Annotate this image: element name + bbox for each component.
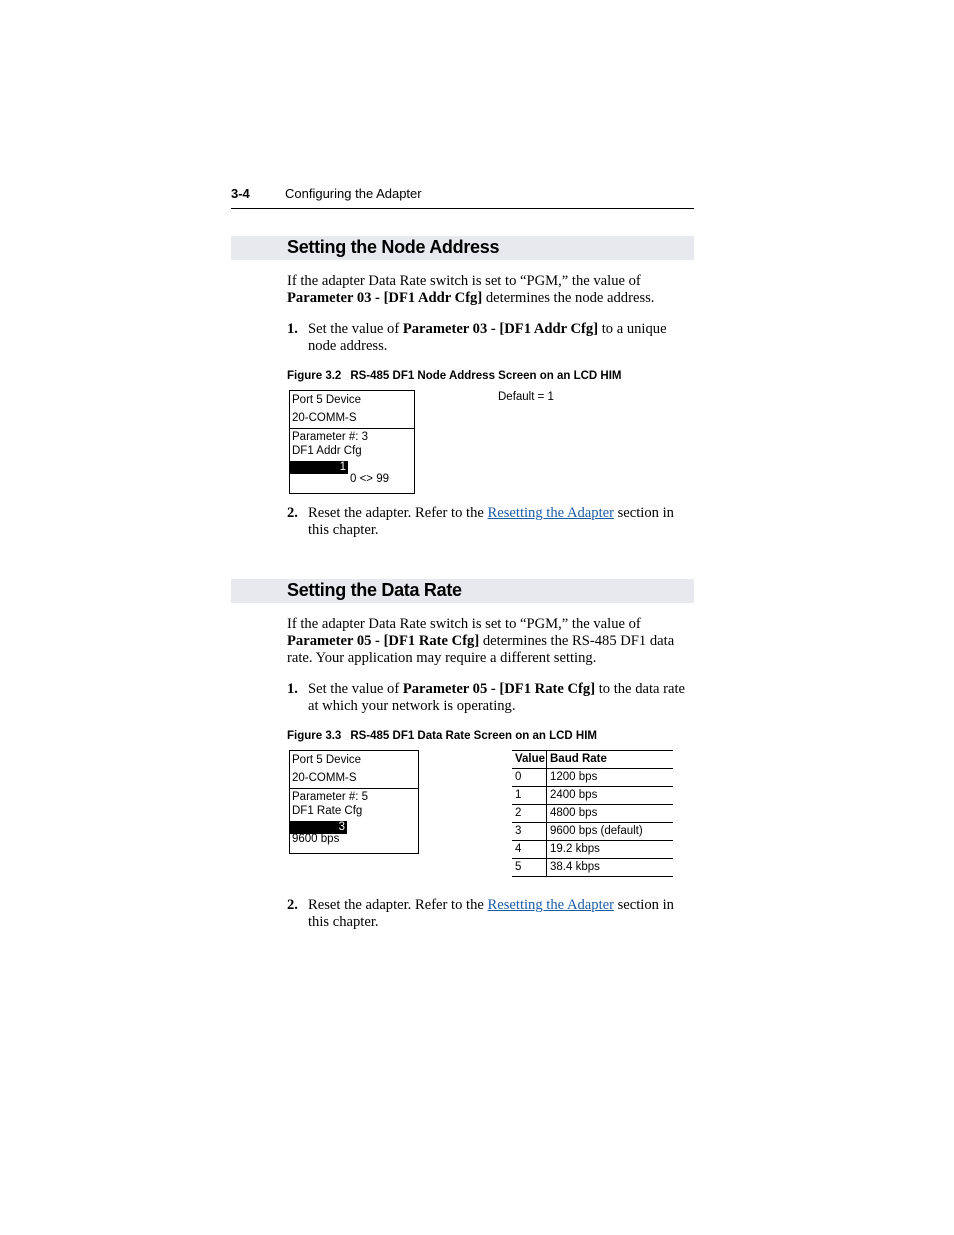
step-text-end: to a unique node address. — [308, 321, 667, 354]
node-address-step-1 — [308, 321, 698, 355]
step-text: Reset the adapter. Refer to the — [308, 897, 488, 913]
data-rate-step-2 — [308, 897, 698, 931]
step-text-end: section in this chapter. — [308, 505, 674, 538]
parameter-ref: Parameter 05 - [DF1 Rate Cfg] — [402, 681, 596, 697]
figure-title: RS-485 DF1 Node Address Screen on an LCD HIM — [350, 370, 622, 382]
lcd-value-highlight: 3 — [290, 821, 347, 834]
step-2-number: 2. — [287, 897, 298, 913]
table-column-divider — [546, 751, 547, 768]
step-text-end: to the data rate at which your network is operating. — [308, 681, 686, 714]
parameter-ref: Parameter 03 - [DF1 Addr Cfg] — [402, 321, 599, 337]
step-text: Set the value of — [308, 681, 403, 697]
lcd-divider — [290, 788, 418, 789]
lcd-line-parameter-number: Parameter #: 5 — [292, 791, 369, 803]
running-header-title: Configuring the Adapter — [285, 186, 422, 201]
table-header-value: Value — [515, 753, 546, 765]
figure-title: RS-485 DF1 Data Rate Screen on an LCD HIM — [350, 730, 597, 742]
baud-rate-table — [512, 750, 673, 877]
lcd-line-port: Port 5 Device — [292, 754, 362, 766]
table-cell-baud-rate: 4800 bps — [550, 807, 598, 819]
resetting-the-adapter-link[interactable]: Resetting the Adapter — [487, 897, 614, 913]
figure-3-3-caption — [287, 730, 597, 742]
parameter-ref: Parameter 03 - [DF1 Addr Cfg] — [287, 290, 483, 306]
section-heading-bar-data-rate — [231, 579, 694, 603]
step-text: Set the value of — [308, 321, 403, 337]
lcd-line-port: Port 5 Device — [292, 394, 362, 406]
resetting-the-adapter-link[interactable]: Resetting the Adapter — [487, 505, 614, 521]
step-text-end: section in this chapter. — [308, 897, 674, 930]
parameter-ref: Parameter 05 - [DF1 Rate Cfg] — [287, 633, 480, 649]
step-text: Reset the adapter. Refer to the — [308, 505, 488, 521]
lcd-range: 0 <> 99 — [350, 473, 390, 485]
table-header-row — [512, 750, 673, 769]
lcd-value-highlight: 1 — [290, 461, 348, 474]
figure-label: Figure 3.2 — [287, 370, 342, 382]
lcd-divider — [290, 428, 414, 429]
node-address-intro-paragraph — [287, 273, 697, 307]
page-number: 3-4 — [231, 186, 250, 201]
table-column-divider — [546, 769, 547, 786]
table-header-baud-rate: Baud Rate — [550, 753, 607, 765]
table-cell-value: 1 — [515, 789, 522, 801]
table-cell-value: 3 — [515, 825, 522, 837]
figure-label: Figure 3.3 — [287, 730, 342, 742]
lcd-him-screen-data-rate — [289, 750, 419, 854]
table-row — [512, 823, 673, 841]
table-column-divider — [546, 859, 547, 876]
lcd-line-parameter-name: DF1 Addr Cfg — [292, 445, 362, 457]
section-heading-bar-node-address — [231, 236, 694, 260]
intro-text: If the adapter Data Rate switch is set to “PGM,” the value of — [287, 273, 641, 289]
data-rate-step-1 — [308, 681, 698, 715]
table-cell-baud-rate: 1200 bps — [550, 771, 598, 783]
table-cell-baud-rate: 9600 bps (default) — [550, 825, 643, 837]
step-2-number: 2. — [287, 505, 298, 521]
node-address-step-2 — [308, 505, 698, 539]
table-column-divider — [546, 841, 547, 858]
lcd-line-parameter-number: Parameter #: 3 — [292, 431, 369, 443]
table-column-divider — [546, 823, 547, 840]
table-cell-value: 2 — [515, 807, 522, 819]
table-cell-baud-rate: 2400 bps — [550, 789, 598, 801]
table-column-divider — [546, 805, 547, 822]
table-cell-baud-rate: 38.4 kbps — [550, 861, 600, 873]
table-row — [512, 769, 673, 787]
lcd-line-parameter-name: DF1 Rate Cfg — [292, 805, 363, 817]
intro-text-end: determines the RS-485 DF1 data rate. Your application may require a different setting. — [287, 633, 675, 666]
lcd-line-device: 20-COMM-S — [292, 772, 357, 784]
section-heading-node-address: Setting the Node Address — [287, 237, 500, 257]
section-heading-data-rate: Setting the Data Rate — [287, 580, 462, 600]
table-row — [512, 805, 673, 823]
table-column-divider — [546, 787, 547, 804]
lcd-line-device: 20-COMM-S — [292, 412, 357, 424]
table-cell-value: 5 — [515, 861, 522, 873]
data-rate-intro-paragraph — [287, 616, 697, 667]
lcd-selected-rate: 9600 bps — [292, 833, 340, 845]
default-note: Default = 1 — [498, 391, 554, 403]
table-row — [512, 787, 673, 805]
header-rule — [231, 208, 694, 209]
table-row — [512, 859, 673, 877]
step-1-number: 1. — [287, 321, 298, 337]
step-1-number: 1. — [287, 681, 298, 697]
table-cell-baud-rate: 19.2 kbps — [550, 843, 600, 855]
lcd-him-screen-node-address — [289, 390, 415, 494]
figure-3-2-caption — [287, 370, 622, 382]
table-cell-value: 0 — [515, 771, 522, 783]
table-cell-value: 4 — [515, 843, 522, 855]
intro-text: If the adapter Data Rate switch is set to “PGM,” the value of — [287, 616, 641, 632]
intro-text-end: determines the node address. — [482, 290, 655, 306]
table-row — [512, 841, 673, 859]
